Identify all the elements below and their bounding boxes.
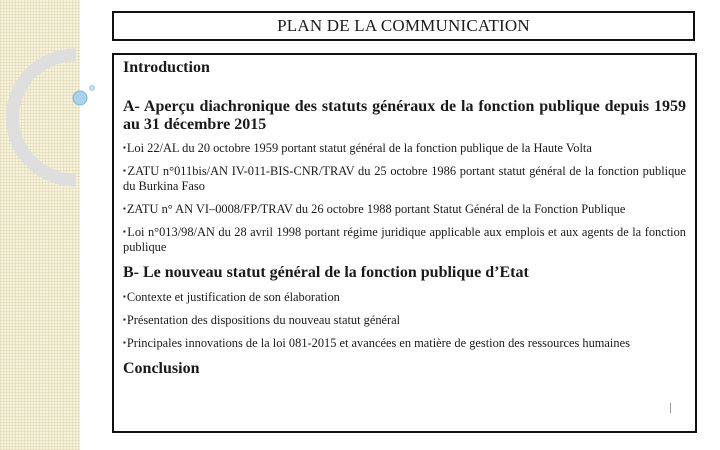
section-b-heading: B- Le nouveau statut général de la fonction publique d’Etat (123, 264, 529, 281)
bullet-icon: ▪ (123, 292, 126, 301)
bullet-icon: ▪ (123, 315, 126, 324)
decorative-ring-icon (0, 40, 120, 200)
slide-title-text: PLAN DE LA COMMUNICATION (277, 16, 530, 35)
content-box (112, 53, 697, 433)
bullet-icon: ▪ (123, 166, 127, 175)
corner-mark (670, 403, 671, 413)
list-item: ▪ZATU n° AN VI–0008/FP/TRAV du 26 octobre 1988 portant Statut Général de la Fonction Publique (123, 202, 626, 216)
bullet-icon: ▪ (123, 338, 126, 347)
section-a-list (123, 140, 686, 255)
slide-title (112, 11, 695, 41)
section-b-list (123, 289, 686, 351)
bubble-icon (73, 91, 87, 105)
section-a-heading: A- Aperçu diachronique des statuts généraux de la fonction publique depuis 1959 au 31 décembre 2015 (123, 98, 686, 133)
introduction-heading: Introduction (123, 59, 210, 76)
list-item: ▪Loi n°013/98/AN du 28 avril 1998 portant régime juridique applicable aux emplois et aux agents de la fonction publique (123, 225, 686, 254)
bullet-icon: ▪ (123, 204, 126, 213)
list-item: ▪Loi 22/AL du 20 octobre 1959 portant statut général de la fonction publique de la Haute Volta (123, 141, 592, 155)
list-item: ▪Présentation des dispositions du nouveau statut général (123, 313, 401, 327)
list-item: ▪ZATU n°011bis/AN IV-011-BIS-CNR/TRAV du 25 octobre 1986 portant statut général de la fonction publique du Burkina Faso (123, 164, 686, 193)
conclusion-heading: Conclusion (123, 360, 200, 377)
bullet-icon: ▪ (123, 227, 127, 236)
list-item: ▪Principales innovations de la loi 081-2015 et avancées en matière de gestion des ressources humaines (123, 336, 630, 350)
bullet-icon: ▪ (123, 143, 126, 152)
list-item: ▪Contexte et justification de son élaboration (123, 290, 340, 304)
